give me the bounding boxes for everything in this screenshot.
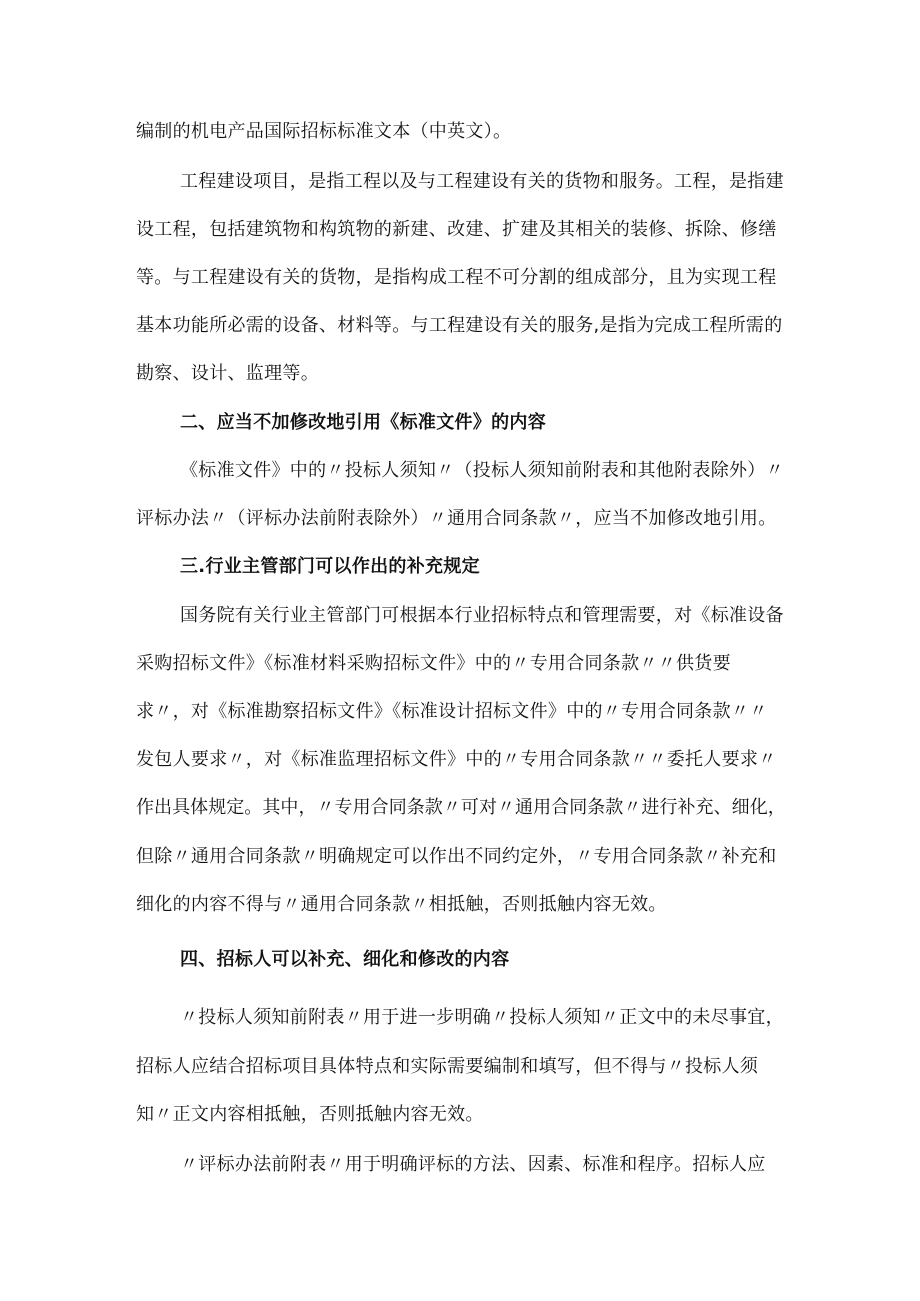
intro-tail-line: 编制的机电产品国际招标标准文本（中英文）。 (136, 121, 512, 142)
para1-line-4: 基本功能所必需的设备、材料等。与工程建设有关的服务,是指为完成工程所需的 (136, 315, 783, 336)
para1-line-3: 等。与工程建设有关的货物，是指构成工程不可分割的组成部分，且为实现工程 (136, 267, 777, 288)
section3-line-7: 细化的内容不得与〃通用合同条款〃相抵触，否则抵触内容无效。 (136, 894, 667, 915)
section4-para-b-line-1: 〃评标办法前附表〃用于明确评标的方法、因素、标准和程序。招标人应 (180, 1154, 766, 1175)
para1-line-2: 设工程，包括建筑物和构筑物的新建、改建、扩建及其相关的装修、拆除、修缮 (136, 219, 777, 240)
section4-para-a-line-3: 知〃正文内容相抵触，否则抵触内容无效。 (136, 1104, 484, 1125)
section3-line-5: 作出具体规定。其中，〃专用合同条款〃可对〃通用合同条款〃进行补充、细化， (136, 797, 786, 818)
section3-line-4: 发包人要求〃，对《标准监理招标文件》中的〃专用合同条款〃〃委托人要求〃 (136, 749, 777, 770)
section3-heading: 三.行业主管部门可以作出的补充规定 (180, 556, 480, 577)
section2-heading: 二、应当不加修改地引用《标准文件》的内容 (180, 412, 546, 433)
section4-para-a-line-2: 招标人应结合招标项目具体特点和实际需要编制和填写，但不得与〃投标人须 (136, 1056, 759, 1077)
section4-para-a-line-1: 〃投标人须知前附表〃用于进一步明确〃投标人须知〃正文中的未尽事宜， (180, 1007, 784, 1028)
para1-line-5: 勘察、设计、监理等。 (136, 363, 319, 384)
para1-line-1: 工程建设项目，是指工程以及与工程建设有关的货物和服务。工程，是指建 (180, 171, 784, 192)
section3-line-1: 国务院有关行业主管部门可根据本行业招标特点和管理需要，对《标准设备 (180, 605, 784, 626)
section2-line-2: 评标办法〃（评标办法前附表除外）〃通用合同条款〃，应当不加修改地引用。 (136, 508, 777, 529)
section3-line-2: 采购招标文件》《标准材料采购招标文件》中的〃专用合同条款〃〃供货要 (136, 653, 731, 674)
section2-line-1: 《标准文件》中的〃投标人须知〃（投标人须知前附表和其他附表除外）〃 (180, 460, 784, 481)
section3-line-3: 求〃，对《标准勘察招标文件》《标准设计招标文件》中的〃专用合同条款〃〃 (136, 701, 768, 722)
section4-heading: 四、招标人可以补充、细化和修改的内容 (180, 949, 510, 970)
section3-line-6: 但除〃通用合同条款〃明确规定可以作出不同约定外，〃专用合同条款〃补充和 (136, 846, 777, 867)
